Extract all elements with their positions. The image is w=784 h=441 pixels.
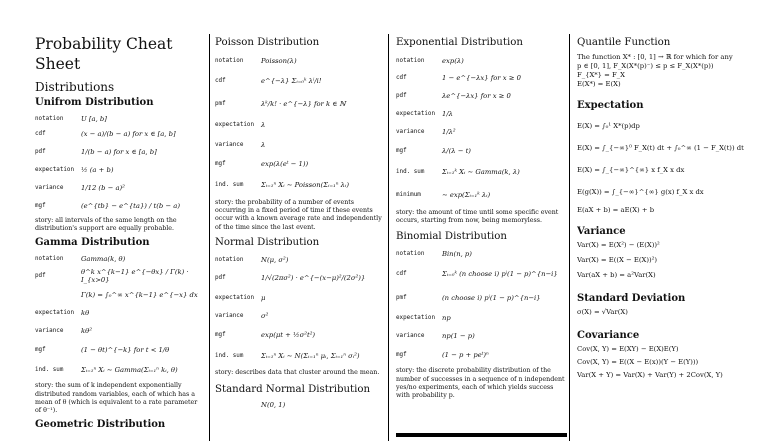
- expectation-line: E(g(X)) = ∫_{−∞}^{∞} g(x) f_X x dx: [577, 187, 704, 196]
- column-divider: [388, 34, 389, 441]
- row-value: λ/(λ − t): [442, 147, 471, 155]
- row-key: pdf: [35, 149, 46, 155]
- row-value: np: [442, 314, 451, 323]
- row-key: mgf: [215, 161, 226, 167]
- quantile-line: E(X*) = E(X): [577, 80, 621, 88]
- row-value: (1 − p + peᵗ)ⁿ: [442, 351, 489, 360]
- covariance-heading: Covariance: [577, 330, 640, 341]
- row-value: (n choose i) pⁱ(1 − p)^{n−i}: [442, 294, 541, 303]
- geometric-heading: Geometric Distribution: [35, 419, 166, 431]
- row-value: exp(μt + ½σ²t²): [261, 330, 316, 339]
- row-key: expectation: [215, 294, 255, 301]
- section-title: Distributions: [35, 80, 115, 94]
- row-value: λe^{−λx} for x ≥ 0: [442, 92, 511, 100]
- covariance-line: Var(X + Y) = Var(X) + Var(Y) + 2Cov(X, Y): [577, 371, 723, 379]
- row-value: Σᵢ₌₁ⁿ Xᵢ ∼ N(Σᵢ₌₁ⁿ μᵢ, Σᵢ₌₁ⁿ σᵢ²): [261, 351, 360, 360]
- row-value: 1/(b − a) for x ∈ [a, b]: [81, 148, 157, 156]
- column-divider: [209, 34, 210, 441]
- row-key: notation: [396, 58, 425, 64]
- row-value: λᵏ/k! · e^{−λ} for k ∈ ℕ: [261, 100, 346, 108]
- row-value: λ: [261, 141, 266, 149]
- row-key: variance: [215, 312, 244, 319]
- row-value: 1/12 (b − a)²: [81, 184, 125, 192]
- poisson-story: story: the probability of a number of events occurring in a fixed period of time if these events occur with a known average rate and independently of the time since the last event.: [215, 199, 382, 231]
- row-value: Σᵢ₌₁ⁿ Xᵢ ∼ Gamma(Σᵢ₌₁ⁿ kᵢ, θ): [81, 366, 178, 375]
- row-key: expectation: [35, 310, 75, 317]
- row-key: cdf: [396, 75, 407, 81]
- std-dev-heading: Standard Deviation: [577, 293, 686, 304]
- row-key: variance: [35, 185, 64, 191]
- expectation-line: E(aX + b) = aE(X) + b: [577, 205, 655, 214]
- column-divider: [569, 34, 570, 441]
- row-value: np(1 − p): [442, 332, 475, 341]
- row-key: mgf: [396, 352, 407, 359]
- expectation-line: E(X) = ∫₀¹ X*(p)dp: [577, 121, 640, 130]
- row-key: ind. sum: [215, 352, 244, 359]
- variance-line: Var(X) = E((X − E(X))²): [577, 256, 657, 264]
- row-key: expectation: [396, 315, 436, 322]
- variance-line: Var(aX + b) = a²Var(X): [577, 271, 656, 279]
- row-key: notation: [215, 256, 244, 263]
- row-value: exp(λ(eᵗ − 1)): [261, 160, 309, 168]
- row-key: variance: [35, 328, 64, 335]
- row-key: cdf: [215, 78, 226, 84]
- row-key: ind. sum: [396, 169, 425, 175]
- row-value: U [a, b]: [81, 114, 107, 123]
- row-value: λ: [261, 121, 266, 129]
- row-key: notation: [35, 115, 64, 122]
- expectation-heading: Expectation: [577, 100, 644, 111]
- quantile-line: The function X* : [0, 1] → ℝ for which for any: [577, 53, 733, 61]
- normal-story: story: describes data that cluster around the mean.: [215, 368, 380, 376]
- column-end-rule: [396, 433, 567, 437]
- row-value: exp(λ): [442, 57, 464, 65]
- row-key: notation: [396, 251, 425, 258]
- row-value: θ^k x^{k−1} e^{−θx} / Γ(k) · I_{x>0}: [81, 268, 189, 285]
- row-key: ind. sum: [215, 182, 244, 188]
- quantile-line: F_{X*} = F_X: [577, 71, 625, 79]
- row-value: μ: [261, 293, 266, 302]
- binomial-table: [396, 247, 568, 365]
- std-dev-line: σ(X) = √Var(X): [577, 308, 628, 316]
- row-value: 1/λ: [442, 110, 453, 118]
- uniform-heading: Unifrom Distribution: [35, 97, 154, 108]
- variance-heading: Variance: [577, 226, 626, 237]
- row-key: mgf: [396, 148, 407, 154]
- row-key: pmf: [215, 101, 226, 107]
- binomial-story: story: the discrete probability distribution of the number of successes in a sequence of n independent yes/no experiments, each of which yields success with probability p.: [396, 367, 565, 400]
- row-value: (x − a)/(b − a) for x ∈ [a, b]: [81, 130, 176, 138]
- row-value: e^{−λ} Σᵢ₌₀ᵏ λⁱ/i!: [261, 77, 322, 85]
- row-key: mgf: [35, 203, 46, 209]
- row-value: σ²: [261, 311, 269, 320]
- row-key: notation: [215, 58, 244, 64]
- row-value: ∼ exp(Σᵢ₌₁ᵏ λᵢ): [442, 191, 491, 199]
- covariance-line: Cov(X, Y) = E((X − E(x))(Y − E(Y))): [577, 358, 699, 366]
- std-normal-heading: Standard Normal Distribution: [215, 384, 371, 396]
- normal-table: [215, 253, 385, 367]
- binomial-heading: Binomial Distribution: [396, 231, 507, 243]
- row-value: N(μ, σ²): [261, 255, 289, 264]
- variance-line: Var(X) = E(X²) − (E(X))²: [577, 241, 660, 249]
- row-key: pmf: [396, 295, 407, 302]
- row-value: Bin(n, p): [442, 250, 472, 259]
- row-key: expectation: [396, 111, 436, 117]
- poisson-heading: Poisson Distribution: [215, 37, 320, 48]
- row-key: expectation: [215, 122, 255, 128]
- column-4: [577, 32, 782, 441]
- exponential-heading: Exponential Distribution: [396, 37, 523, 48]
- row-key: cdf: [35, 131, 46, 137]
- column-1: [35, 32, 205, 441]
- poisson-table: [215, 53, 385, 197]
- column-2: [215, 32, 385, 441]
- column-3: [396, 32, 568, 441]
- gamma-heading: Gamma Distribution: [35, 237, 150, 249]
- uniform-table: [35, 112, 205, 215]
- exponential-story: story: the amount of time until some specific event occurs, starting from now, being memoryless.: [396, 209, 559, 225]
- row-key: cdf: [396, 271, 407, 278]
- row-value: Σᵢ₌₀ᵏ (n choose i) pⁱ(1 − p)^{n−i}: [442, 270, 558, 279]
- std-normal-notation: N(0, 1): [261, 401, 286, 410]
- row-key: minimum: [396, 192, 421, 198]
- row-key: variance: [215, 142, 244, 148]
- quantile-heading: Quantile Function: [577, 37, 671, 48]
- row-value: kθ: [81, 309, 90, 318]
- row-value: Gamma(k, θ): [81, 255, 126, 264]
- normal-heading: Normal Distribution: [215, 236, 320, 248]
- row-key: notation: [35, 256, 64, 263]
- row-key: variance: [396, 333, 425, 340]
- row-value: ½ (a + b): [81, 166, 114, 174]
- row-value: Γ(k) = ∫₀^∞ x^{k−1} e^{−x} dx: [81, 291, 198, 300]
- gamma-story: story: the sum of k independent exponentially distributed random variables, each of which has a mean of θ (which is equivalent to a rate parameter of θ⁻¹).: [35, 382, 198, 415]
- row-value: (e^{tb} − e^{ta}) / t(b − a): [81, 202, 180, 210]
- expectation-line: E(X) = ∫_{−∞}^{∞} x f_X x dx: [577, 165, 685, 174]
- row-key: mgf: [215, 331, 226, 338]
- row-key: ind. sum: [35, 367, 64, 374]
- row-key: pdf: [215, 274, 226, 281]
- row-value: 1/√(2πσ²) · e^{−(x−μ)²/(2σ²)}: [261, 273, 366, 282]
- covariance-line: Cov(X, Y) = E(XY) − E(X)E(Y): [577, 345, 679, 353]
- row-key: pdf: [396, 93, 407, 99]
- row-value: kθ²: [81, 327, 92, 336]
- row-key: pdf: [35, 273, 46, 280]
- page-title: Probability Cheat Sheet: [35, 35, 173, 73]
- row-value: Σᵢ₌₁ⁿ Xᵢ ∼ Poisson(Σᵢ₌₁ⁿ λᵢ): [261, 181, 350, 189]
- exponential-table: [396, 53, 568, 207]
- row-key: expectation: [35, 167, 75, 173]
- row-key: variance: [396, 129, 425, 135]
- uniform-story: story: all intervals of the same length on the distribution's support are equally probable.: [35, 217, 177, 233]
- row-key: mgf: [35, 347, 46, 354]
- row-value: 1/λ²: [442, 128, 456, 136]
- gamma-table: [35, 252, 205, 380]
- expectation-line: E(X) = ∫_{−∞}⁰ F_X(t) dt + ∫₀^∞ (1 − F_X(t)) dt: [577, 143, 744, 152]
- row-value: (1 − θt)^{−k} for t < 1/θ: [81, 346, 170, 355]
- row-value: Σᵢ₌₁ᵏ Xᵢ ∼ Gamma(k, λ): [442, 168, 520, 176]
- row-value: 1 − e^{−λx} for x ≥ 0: [442, 74, 521, 82]
- quantile-line: p ∈ [0, 1], F_X(X*(p)⁻) ≤ p ≤ F_X(X*(p)): [577, 62, 714, 70]
- row-value: Poisson(λ): [261, 57, 297, 65]
